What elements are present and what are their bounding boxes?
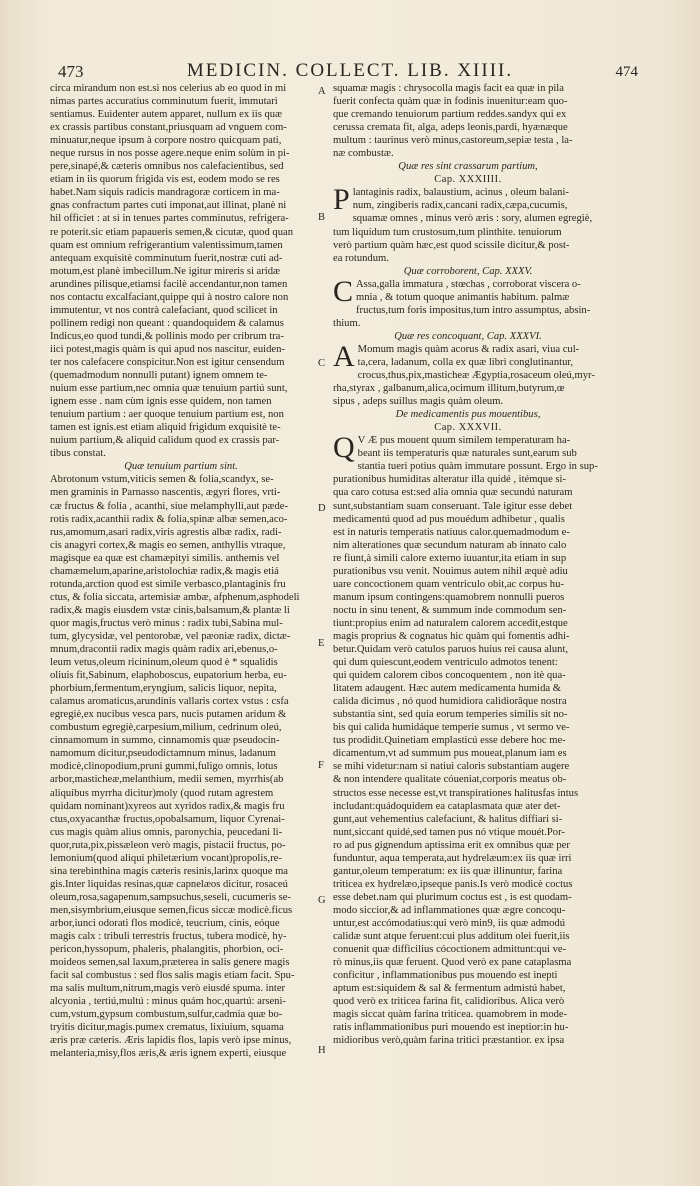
text-line: moideos semen,sal laxum,præterea in salis genere magis xyxy=(50,957,290,969)
right-heading-4: De medicamentis pus mouentibus, xyxy=(395,409,541,421)
text-line: purationibus humiditas alteratur illa quidé , itémque si- xyxy=(333,474,567,486)
text-line: quor magis,fructus verò minus : radix tubi,Sabina mul- xyxy=(50,617,283,629)
right-heading-3: Quæ res concoquant, Cap. XXXVI. xyxy=(394,330,542,342)
text-line: arbor,masticheæ,melanthium, medii semen, myrrhis(ab xyxy=(50,774,284,786)
text-line: iici potest,magis quàm is qui apud nos nascitur, euiden- xyxy=(50,343,285,355)
text-line: qui quidem calorem cibos concoquentem , non itè qua- xyxy=(333,670,566,682)
text-line: ratis inflammationibus puri mouendo est ineptior:in hu- xyxy=(333,1022,569,1034)
text-line: aliquibus myrrha dicitur)moly (quod rutam agrestem xyxy=(50,787,274,799)
text-line: nos contactu excalfaciant,quippe qui à nostro calore non xyxy=(50,291,289,303)
text-line: æris præ cæteris. Æris lapidis flos, lapis verò ipse minus, xyxy=(50,1035,292,1047)
right-paragraph-3 xyxy=(333,274,603,330)
text-line: modicè,clinopodium,pruni gummi,fuligo omnis, lotus xyxy=(50,761,278,773)
page-number-right: 474 xyxy=(615,64,638,80)
text-line: quor,ruta,pix,pissæleon verò magis, pistacii fructus, po- xyxy=(50,839,286,851)
text-line: dicamentum,vt ad summum pus moueat,planum iam es xyxy=(333,748,567,760)
text-line: ro ad pus gignendum aptissima erit ex omnibus quæ per xyxy=(333,839,570,851)
text-line: egregiè,ex nucibus vesca pars, nucis putamen aridum & xyxy=(50,709,287,721)
text-line: betur.Quidam verò catulos paruos huius rei causa alunt, xyxy=(333,644,569,656)
text-line: Momum magis quàm acorus & radix asari, viua cul- xyxy=(357,343,580,355)
text-line: calida dicimus , nó quod humidiora calidiorâque nostra xyxy=(333,696,567,708)
text-line: purationibus vsu venit. Nouimus autem nihil æquè adiu xyxy=(333,565,568,577)
text-line: ex crassis partibus constant,priusquam ad vnguem com- xyxy=(50,122,287,134)
text-line: quidam nominant)xyreos aut xyridos radix,& magis fru xyxy=(50,800,285,812)
text-line: nimas partes accuratius comminutum fuerit, immutari xyxy=(50,96,278,108)
text-line: phorbium,fermentum,eryngium, salicis liquor, nepita, xyxy=(50,683,277,695)
text-line: squamæ omnes , minus verò æris : sory, alumen egregiè, xyxy=(352,213,593,225)
text-line: V Æ pus mouent quum similem temperaturam ha- xyxy=(357,435,571,447)
left-column xyxy=(50,82,312,1152)
text-line: facit sal combustus : sed flos salis magis etiam facit. Spu- xyxy=(50,970,295,982)
left-heading-1: Quæ tenuium partium sint. xyxy=(124,461,238,473)
text-line: mnia , & totum quoque animantis habitum. palmæ xyxy=(356,291,570,303)
text-line: tenuium partium : aer quoque tenuium partium est, non xyxy=(50,409,284,421)
text-line: rò minus,iis quæ feruent. Quod verò ex pane cataplasma xyxy=(333,957,572,969)
margin-letter-d: D xyxy=(318,503,326,514)
text-line: calamus aromaticus,arundinis vallaris cortex vstus : csfa xyxy=(50,696,289,708)
drop-cap-p: P xyxy=(333,183,350,217)
text-line: fructus,tum foris impositus,tum intro assumptus, absin- xyxy=(356,304,591,316)
text-line: cum,vstum,gypsum combustum,sulfur,cadmia quæ bo- xyxy=(50,1009,283,1021)
text-line: melanteria,misy,flos æris,& æris ignem experti, eiusque xyxy=(50,1048,287,1060)
text-line: antequam exquisitè comminutum fuerit,nostræ cuti ad- xyxy=(50,252,283,264)
margin-letter-h: H xyxy=(318,1045,326,1056)
right-heading-1: Quæ res sint crassarum partium, xyxy=(398,161,538,173)
text-line: qua caro cotusa est:sed alia omnia quæ secundú naturam xyxy=(333,487,573,499)
text-line: cis anagyri cortex,& magis eo semen, anthyllis vtraque, xyxy=(50,539,286,551)
margin-letter-a: A xyxy=(318,86,326,97)
text-line: ea rotundum. xyxy=(333,252,389,264)
text-line: midioribus verò,quàm farina tritici præstantior. ex ipsa xyxy=(333,1035,565,1047)
text-line: nunt,siccant quidé,sed tamen pus nó vtique mouét.Por- xyxy=(333,826,565,838)
text-line: tryitis dicitur,magis.pumex crematus, lixiuium, squama xyxy=(50,1022,284,1034)
text-line: nuium esse partium,nec omnia quæ tenuium partiú sunt, xyxy=(50,383,288,395)
text-line: rotunda,arction quod est simile verbasco,plantaginis fru xyxy=(50,578,286,590)
text-line: Indicus,eo quod tundi,& pollinis modo per cribrum tra- xyxy=(50,330,284,342)
text-line: manum ipsum contingens:quamobrem nonnulli pueros xyxy=(333,591,565,603)
right-heading-2: Quæ corroborent, Cap. XXXV. xyxy=(403,265,533,277)
text-line: tum, glycysidæ, vel pentorobæ, vel pæoniæ radix, dictæ- xyxy=(50,630,291,642)
text-line: minuatur,neque ipsum à corpore nostro quicquam pati, xyxy=(50,135,282,147)
left-paragraph-2 xyxy=(50,473,312,1060)
text-line: oleum,rosa,sagapenum,sampsuchus,seseli, cucumeris se- xyxy=(50,891,291,903)
text-line: includant:quádoquidem ea cataplasmata quæ ater det- xyxy=(333,800,561,812)
left-paragraph-1 xyxy=(50,82,312,460)
text-line: magis proprius & cognatus hic quàm qui fomentis adhi- xyxy=(333,630,570,642)
text-line: leum vetus,oleum ricininum,oleum quod è * squalidis xyxy=(50,657,278,669)
text-line: nuium partium,& aliquid calidum quod ex crassis par- xyxy=(50,435,280,447)
text-line: gnas confractum partes cuti imponat,aut illinat, planè ni xyxy=(50,200,287,212)
text-line: squamæ magis : chrysocolla magis facit ea quæ in pila xyxy=(333,83,564,94)
text-line: litatem adaugent. Hæc autem medicamenta humida & xyxy=(333,683,561,695)
text-line: sentiamus. Euidenter autem apparet, nullum ex iis quæ xyxy=(50,109,283,121)
text-line: oliuis fit,Sabinum, elaphoboscus, eupatorium herba, eu- xyxy=(50,670,287,682)
text-line: est in naturis temperatis natiuus calor.quemadmodum e- xyxy=(333,526,570,538)
text-line: rha,styrax , galbanum,alica,ocimum illitum,butyrum,œ xyxy=(333,383,565,395)
page-number-left: 473 xyxy=(58,62,84,81)
text-line: conficitur , inflammationibus pus mouendo est inepti xyxy=(333,970,558,982)
text-line: tus prodidit.Quinetiam emplasticú esse debere hoc me- xyxy=(333,735,566,747)
text-line: & non intendere qualitate cóueniat,corporis meatus ob- xyxy=(333,774,567,786)
text-line: cinnamomum in summo, cinnamomis quæ pseudocin- xyxy=(50,735,280,747)
text-line: hil officiet : at si in tenues partes comminutus, refrigera- xyxy=(50,213,289,225)
drop-cap-c: C xyxy=(333,274,354,308)
text-line: magis calx : tribuli terrestris fructus, tubera modicè, hy- xyxy=(50,931,287,943)
text-line: arundines pilisque,etiamsi facilè accendantur,non tamen xyxy=(50,278,288,290)
text-line: neque rursus in nos posse agere.neque enim solùm in pi- xyxy=(50,148,290,160)
text-line: mnum,dracontii radix magis quàm radix ari,ebenus,o- xyxy=(50,644,278,656)
text-line: men graminis in Parnasso nascentis, ægyri flores, vrti- xyxy=(50,487,281,499)
running-title: MEDICIN. COLLECT. LIB. XIIII. xyxy=(186,60,514,81)
text-line: tibus constat. xyxy=(50,448,106,460)
text-line: ma salis multum,nitrum,magis verò eiusdé spuma. inter xyxy=(50,983,286,995)
text-line: re poterit.sic etiam papaueris semen,& cicutæ, quod quan xyxy=(50,226,293,238)
text-line: calidæ sunt atque feruent:cui plus additum olei fuerit,iis xyxy=(333,931,570,943)
text-line: re fiunt,à simili calore externo iuuantur,ita etiam in sup xyxy=(333,552,567,564)
text-line: conuenit quæ difficilius cócoctionem admittunt:qui ve- xyxy=(333,944,567,956)
text-line: verò partium quàm hæc,est quod scissile dicitur,& post- xyxy=(333,239,570,251)
right-column xyxy=(333,82,603,1152)
text-line: bis qui calida humidáque temperie sumus , vt sermo ve- xyxy=(333,722,570,734)
right-chapter-37: Cap. XXXVII. xyxy=(434,422,502,434)
text-line: pericon,hyssopum, phaleris, phalangitis, phorbion, oci- xyxy=(50,944,284,956)
text-line: quam est omnium refrigerantium valentissimum,tamen xyxy=(50,239,283,251)
text-line: uare concoctionem quam ventriculo obit,ac corpus hu- xyxy=(333,578,564,590)
text-line: magisque ea quæ est chamæpityi similis. anthemis vel xyxy=(50,552,280,564)
text-line: pollinem redigi non queant : quandoquidem & calamus xyxy=(50,317,284,329)
text-line: næ combustæ. xyxy=(333,148,394,160)
text-line: ta,cera, ladanum, colla ex quæ libri conglutinantur, xyxy=(357,356,574,368)
margin-letter-b: B xyxy=(318,212,326,223)
margin-letter-e: E xyxy=(318,638,325,649)
text-line: alcyonia , tertiú,multú : minus quám hoc,quartú: arseni- xyxy=(50,996,286,1008)
text-line: pere,sinapé,& cæteris omnibus nos calefacientibus, sed xyxy=(50,161,284,173)
text-line: qui dum quiescunt,eodem ventriculo admotos tenent: xyxy=(333,657,558,669)
text-line: que cremando tenuiorum partium reddes.sandyx qui ex xyxy=(333,109,567,121)
text-line: immutentur, vt nos contrà calefaciant, quod scilicet in xyxy=(50,304,278,316)
text-line: arbor,iunci odorati flos modicè, teucrium, cinis, eóque xyxy=(50,918,280,929)
right-paragraph-5 xyxy=(333,431,603,1047)
right-paragraph-1 xyxy=(333,82,603,160)
text-line: sunt,substantiam suam conseruant. Tale igitur esse debet xyxy=(333,500,573,512)
text-line: se mihi videtur:nam si natiui caloris substantiam augere xyxy=(333,761,570,773)
text-line: cerussa cremata fit, alga, adeps leonis,pardi, hyænæque xyxy=(333,122,568,134)
text-line: ctus,oxyacanthæ fructus,opobalsamum, liquor Cyrenai- xyxy=(50,813,285,825)
text-line: gantur,oleum temperatum: ex iis quæ illinuntur, farina xyxy=(333,865,563,877)
margin-letter-g: G xyxy=(318,895,326,906)
text-line: combustum egregiè,carpesium,milium, cedrinum oleú, xyxy=(50,722,282,734)
text-line: motum,est planè imbecillum.Ne igitur mireris si aridæ xyxy=(50,265,281,277)
text-line: noctu in sinu tenent, & summum inde commodum sen- xyxy=(333,604,567,616)
text-line: crocus,thus,pix,masticheæ Ægyptia,rosaceum oleú,myr- xyxy=(357,370,595,382)
text-line: aptum est:siquidem & sal & fermentum admistú habet, xyxy=(333,983,566,995)
text-line: triticea ex hydrelæo,ipseque panis.Is verò modicè coctus xyxy=(333,878,573,890)
text-line: structos esse necesse est,vt transpirationes halitusfas intus xyxy=(333,787,579,799)
text-line: fuerit confecta quàm quæ in fodinis inuenitur:eam quo- xyxy=(333,96,568,108)
text-line: gis.Inter liquidas resinas,quæ capnelæos dicitur, rosaceú xyxy=(50,878,288,890)
text-line: ter nos calefacere conspicitur.Non est igitur censendum xyxy=(50,356,285,368)
text-line: medicamentú quod ad pus mouédum adhibetur , qualis xyxy=(333,513,565,525)
text-line: namomum dicitur,pseudodictamnum minus, ladanum xyxy=(50,748,276,760)
text-line: cæ fructus & folia , acanthi, siue melamphylli,aut pæde- xyxy=(50,500,289,512)
text-line: etiam in iis quorum frigida vis est, eodem modo se res xyxy=(50,174,280,186)
text-line: esse debet.nam qui plurimum coctus est , is est quodam- xyxy=(333,891,572,903)
margin-letter-c: C xyxy=(318,358,326,369)
text-line: Abrotonum vstum,viticis semen & folia,scandyx, se- xyxy=(50,474,274,486)
text-line: radix,& magis eiusdem vstæ cinis,balsamum,& plantæ li xyxy=(50,604,290,616)
text-line: circa mirandum non est.si nos celerius ab eo quod in mi xyxy=(50,83,287,94)
text-line: thium. xyxy=(333,317,361,329)
running-header xyxy=(40,54,660,80)
right-chapter-34: Cap. XXXIIII. xyxy=(434,174,502,186)
text-line: cus magis quàm alius omnis, paronychia, peucedani li- xyxy=(50,826,283,838)
text-line: multum : taurinus verò minus,castoreum,sepiæ testa , la- xyxy=(333,135,573,147)
text-line: quod verò ex triticea farina fit, calidioribus. Alica verò xyxy=(333,996,565,1008)
margin-letter-f: F xyxy=(318,760,324,771)
text-line: beant iis temperaturis quæ naturales sunt,earum sub xyxy=(357,448,577,460)
text-line: funduntur, aqua temperata,aut hydrelæum:ex iis quæ irri xyxy=(333,852,572,864)
right-paragraph-4 xyxy=(333,339,603,408)
text-line: nim alterationes quæ secundum naturam ab innato calo xyxy=(333,539,567,551)
text-line: ignem esse . nam cùm ignis esse quidem, non tamen xyxy=(50,396,272,408)
text-line: rotis radix,acanthii radix & folia,spinæ albæ semen,aco- xyxy=(50,513,288,525)
text-line: chamæmelum,aparine,aristolochiæ radix,& magis etiá xyxy=(50,565,279,577)
text-line: tamen est ignis.est etiam aliquid frigidum exquisitè te- xyxy=(50,422,281,434)
text-line: num, zingiberis radix,cancani radix,cæpa,cucumis, xyxy=(352,200,568,212)
text-line: untur,est accómodatius:qui verò min9, iis quæ admodú xyxy=(333,918,566,929)
text-line: tiunt:propius enim ad naturalem calorem accedit,estque xyxy=(333,617,568,629)
text-line: sina terebinthina magis cæteris resinis,larinx quoque ma xyxy=(50,865,289,877)
text-line: magis siccat quàm farina triticea. quamobrem in mode- xyxy=(333,1009,568,1021)
text-line: substantia sint, sed quia eorum temperies similis sit no- xyxy=(333,709,568,721)
drop-cap-q: Q xyxy=(333,431,355,465)
text-line: lemonium(quod aliqui philetærium vocant)propolis,re- xyxy=(50,852,282,864)
text-line: habet.Nam siquis radicis mandragoræ corticem in ma- xyxy=(50,187,280,199)
text-line: modo siccior,& ad inflammationes quæ ægre concoqu- xyxy=(333,904,566,916)
text-line: stantia tueri potius quàm immutare possunt. Ergo in sup- xyxy=(357,461,598,473)
text-line: sipus , adeps suillus magis quàm oleum. xyxy=(333,396,504,408)
text-line: (quemadmodum nonnulli putant) ignem omnem te- xyxy=(50,370,268,382)
text-line: Assa,galla immatura , stœchas , corroborat viscera o- xyxy=(356,278,581,290)
text-line: ctus, & folia siccata, artemisiæ ambæ, afphenum,asphodeli xyxy=(50,591,300,603)
right-paragraph-2 xyxy=(333,183,603,264)
drop-cap-a: A xyxy=(333,339,355,373)
text-line: rus,amomum,asari radix,viris agrestis albæ radix, radi- xyxy=(50,526,282,538)
text-line: lantaginis radix, balaustium, acinus , oleum balani- xyxy=(352,187,569,199)
text-line: tum liquidum tum crustosum,tum plinthite. tenuiorum xyxy=(333,226,562,238)
text-line: men,sisymbrium,eiusque semen,ficus siccæ modicè.ficus xyxy=(50,904,293,916)
text-line: gunt,aut vehementius calefaciunt, & halitus diffiari si- xyxy=(333,813,563,825)
